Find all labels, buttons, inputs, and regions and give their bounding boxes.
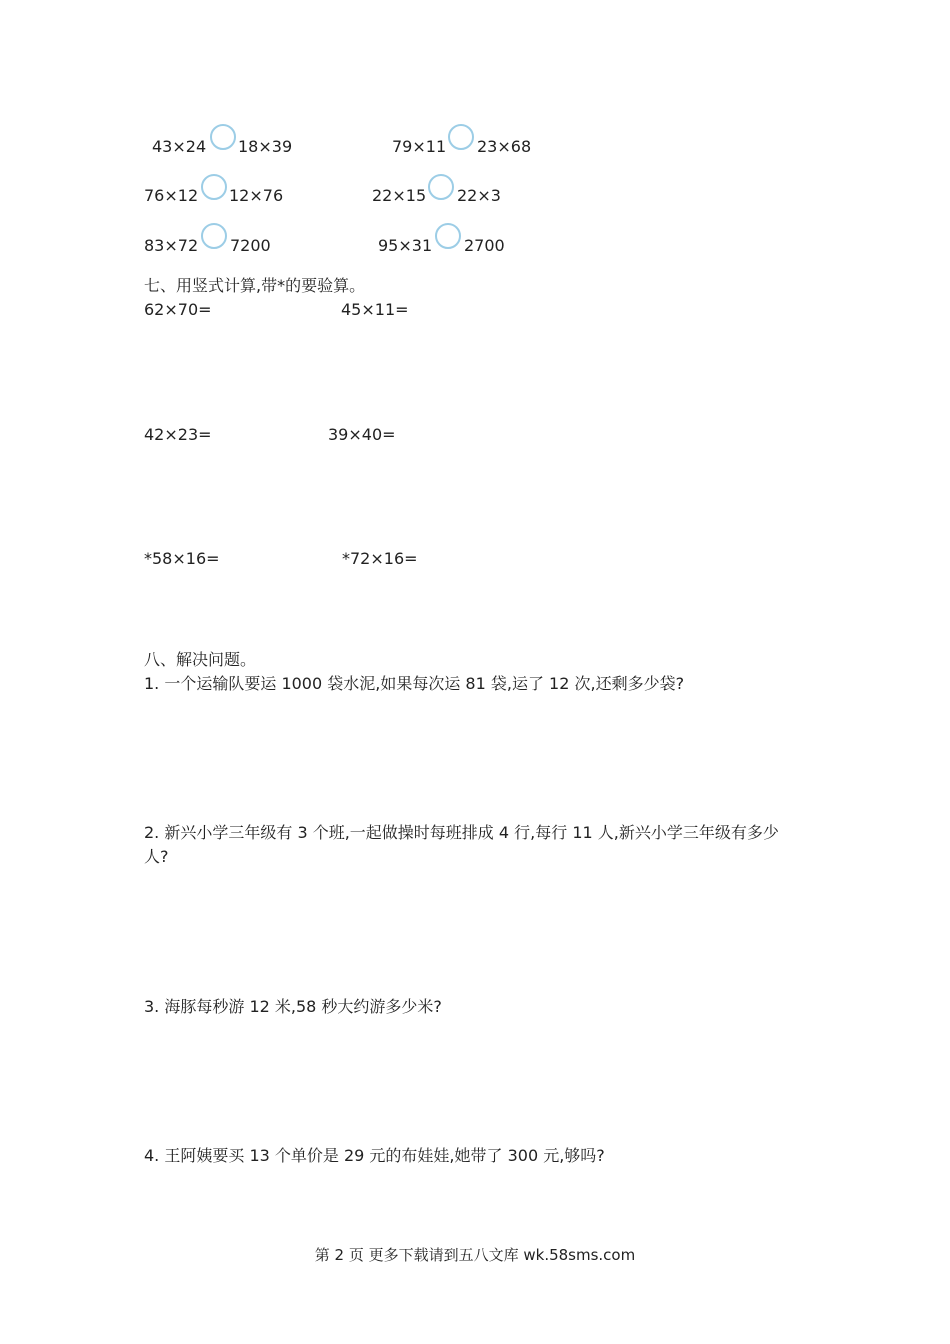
- comparison-right: 23×68: [477, 137, 532, 156]
- comparison-right: 18×39: [238, 137, 293, 156]
- comparison-right: 12×76: [229, 186, 284, 205]
- comparison-circle[interactable]: [435, 223, 461, 249]
- comparison-circle[interactable]: [448, 124, 474, 150]
- calc-problem: 62×70=: [144, 300, 212, 319]
- calc-problem: *58×16=: [144, 549, 220, 568]
- page-footer: 第 2 页 更多下载请到五八文库 wk.58sms.com: [314, 1246, 636, 1264]
- word-problem-3: 3. 海豚每秒游 12 米,58 秒大约游多少米?: [144, 997, 442, 1016]
- comparison-circle[interactable]: [201, 223, 227, 249]
- section8-title: 八、解决问题。: [144, 650, 257, 669]
- comparison-left: 83×72: [144, 236, 199, 255]
- comparison-left: 43×24: [152, 137, 207, 156]
- calc-problem: 42×23=: [144, 425, 212, 444]
- comparison-left: 95×31: [378, 236, 433, 255]
- comparison-circle[interactable]: [428, 174, 454, 200]
- comparison-left: 79×11: [392, 137, 447, 156]
- word-problem-2: 2. 新兴小学三年级有 3 个班,一起做操时每班排成 4 行,每行 11 人,新兴小学三年级有多少: [144, 823, 779, 842]
- section7-title: 七、用竖式计算,带*的要验算。: [144, 276, 366, 295]
- comparison-right: 7200: [230, 236, 271, 255]
- word-problem-4: 4. 王阿姨要买 13 个单价是 29 元的布娃娃,她带了 300 元,够吗?: [144, 1146, 605, 1165]
- calc-problem: 39×40=: [328, 425, 396, 444]
- comparison-right: 2700: [464, 236, 505, 255]
- comparison-left: 76×12: [144, 186, 199, 205]
- comparison-circle[interactable]: [201, 174, 227, 200]
- calc-problem: *72×16=: [342, 549, 418, 568]
- comparison-circle[interactable]: [210, 124, 236, 150]
- word-problem-2-cont: 人?: [144, 847, 169, 866]
- comparison-right: 22×3: [457, 186, 501, 205]
- calc-problem: 45×11=: [341, 300, 409, 319]
- comparison-left: 22×15: [372, 186, 427, 205]
- word-problem-1: 1. 一个运输队要运 1000 袋水泥,如果每次运 81 袋,运了 12 次,还剩多少袋?: [144, 674, 685, 693]
